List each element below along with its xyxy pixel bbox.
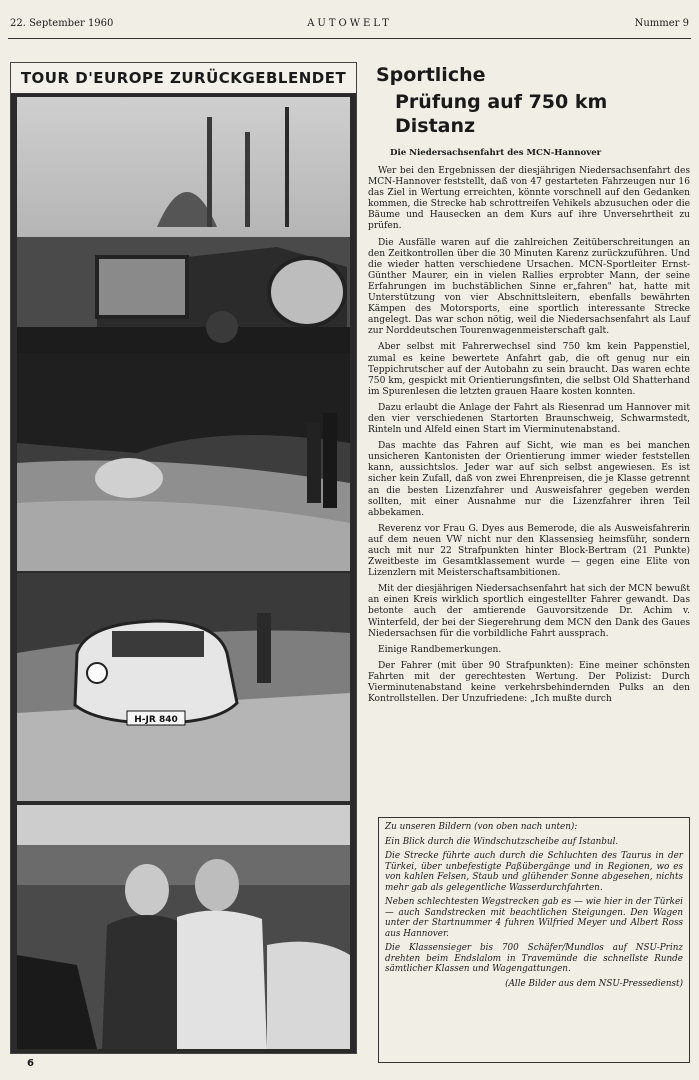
photo-banner: TOUR D'EUROPE ZURÜCKGEBLENDET [11, 63, 356, 94]
article-paragraph: Das machte das Fahren auf Sicht, wie man es bei manchen unsicheren Kantonisten der Orientierung immer wieder feststellen kann, aussichtslos. Jeder war auf sich selbst angewiesen. Es ist sicher kein Zufall, daß von zwei Ehrenpreisen, die je Klasse getrennt an die besten Lizenzfahrer und Ausweisfahrer gegeben werden sollten, mit einer Ausnahme nur die Lizenzfahrer ihren Teil abbekamen. [368, 441, 690, 518]
header-date: 22. September 1960 [10, 18, 114, 29]
article-paragraph: Reverenz vor Frau G. Dyes aus Bemerode, die als Ausweisfahrerin auf dem neuen VW nicht nur den Klassensieg heimsführ, sondern auch mit nur 22 Strafpunkten hinter Block-Bertram (21 Punkte) Zweitbeste im Gesamtklassement wurde — gegen eine Elite von Lizenzlern mit Meisterschaftsambitionen. [368, 523, 690, 579]
photo-class-winners [17, 805, 350, 1049]
headline-line-1: Sportliche [376, 64, 486, 86]
headline-line-2: Prüfung auf 750 km Distanz [395, 91, 608, 137]
article-paragraph: Mit der diesjährigen Niedersachsenfahrt hat sich der MCN bewußt an einen Kreis wirklich sportlich eingestellter Fahrer gewandt. Das betonte auch der amtierende Gauvorsitzende Dr. Achim v. Winterfeld, der bei der Siegerehrung dem MCN den Dank des Gaues Niedersachsen für die vorbildliche Fahrt aussprach. [368, 584, 690, 639]
article-body [368, 166, 690, 705]
article-paragraph: Einige Randbemerkungen. [378, 644, 502, 655]
masthead: AUTOWELT [307, 18, 392, 29]
subheadline: Die Niedersachsenfahrt des MCN-Hannover [390, 148, 602, 158]
header-rule [8, 38, 691, 39]
photo-car-on-sand-track [17, 573, 350, 801]
article-paragraph: Der Fahrer (mit über 90 Strafpunkten): Eine meiner schönsten Fahrten mit der gerechtesten Wertung. Der Polizist: Durch Vierminutenabstand keine verkehrsbehindernden Pulks an den Kontrollstellen. Der Unzufriedene: „Ich mußte durch [368, 660, 690, 705]
article-paragraph: Wer bei den Ergebnissen der diesjährigen Niedersachsenfahrt des MCN-Hannover feststellt, daß von 47 gestarteten Fahrzeugen nur 16 das Ziel in Wertung erreichten, könnte vorschnell auf den Gedanken kommen, die Strecke hab schrottreifen Vehikels abzusuchen oder die Bäume und Hausecken an dem Kurs auf ihre Unversehrtheit zu prüfen. [368, 166, 690, 232]
article-paragraph: Aber selbst mit Fahrerwechsel sind 750 km kein Pappenstiel, zumal es keine bewertete Anfahrt gab, die oft genug nur ein Teppichrutscher auf der Autobahn zu sein braucht. Das waren echte 750 km, gespickt mit Orientierungsfinten, die selbst Old Shatterhand im Spurenlesen die letzten grauen Haare kosten konnten. [368, 342, 690, 397]
caption-box [378, 817, 690, 1063]
caption-item: Neben schlechtesten Wegstrecken gab es — wie hier in der Türkei — auch Sandstrecken mit beachtlichen Steigungen. Den Wagen unter der Startnummer 4 fuhren Wilfried Meyer und Albert Ross aus Hannover. [385, 897, 683, 939]
caption-item: Ein Blick durch die Windschutzscheibe auf Istanbul. [385, 836, 619, 847]
caption-title: Zu unseren Bildern (von oben nach unten): [385, 822, 578, 832]
issue-number: Nummer 9 [634, 18, 689, 29]
photo-column [10, 62, 357, 1054]
article [368, 64, 690, 710]
article-paragraph: Dazu erlaubt die Anlage der Fahrt als Riesenrad um Hannover mit den vier verschiedenen Startorten Braunschweig, Schwarmstedt, Rinteln und Alfeld einen Start im Vierminutenabstand. [368, 402, 690, 436]
caption-item: Die Strecke führte auch durch die Schluchten des Taurus in der Türkei, über unbefestigte Paßübergänge und in Regionen, wo es von kahlen Felsen, Staub und glühender Sonne abgesehen, nichts mehr gab als gelegentliche Wasserdurchfahrten. [385, 851, 683, 893]
article-paragraph: Die Ausfälle waren auf die zahlreichen Zeitüberschreitungen an den Zeitkontrollen über die 30 Minuten Karenz zurückzuführen. Und die wieder hatten verschiedene Ursachen. MCN-Sportleiter Ernst-Günther Maurer, ein in vielen Rallies erprobter Mann, der seine Erfahrungen im buchstäblichen Sinne er„fahren" hat, hatte mit Unterstützung von vier Abschnittsleitern, ebenfalls bewährten Kämpen des Motorsports, eine sportlich interessante Strecke angelegt. Das war schon nötig, weil die Niedersachsenfahrt als Lauf zur Norddeutschen Tourenwagenmeisterschaft galt. [368, 237, 690, 337]
photo-taurus-gorge [17, 353, 350, 571]
license-plate: H-JR 840 [134, 715, 178, 725]
photo-credit: (Alle Bilder aus dem NSU-Pressedienst) [505, 978, 683, 989]
photo-istanbul-windshield [17, 97, 350, 381]
caption-item: Die Klassensieger bis 700 Schäfer/Mundlos auf NSU-Prinz drehten beim Endslalom in Travemünde die schnellste Runde sämtlicher Klassen und Wagengattungen. [385, 943, 683, 974]
page-number: 6 [27, 1058, 34, 1069]
